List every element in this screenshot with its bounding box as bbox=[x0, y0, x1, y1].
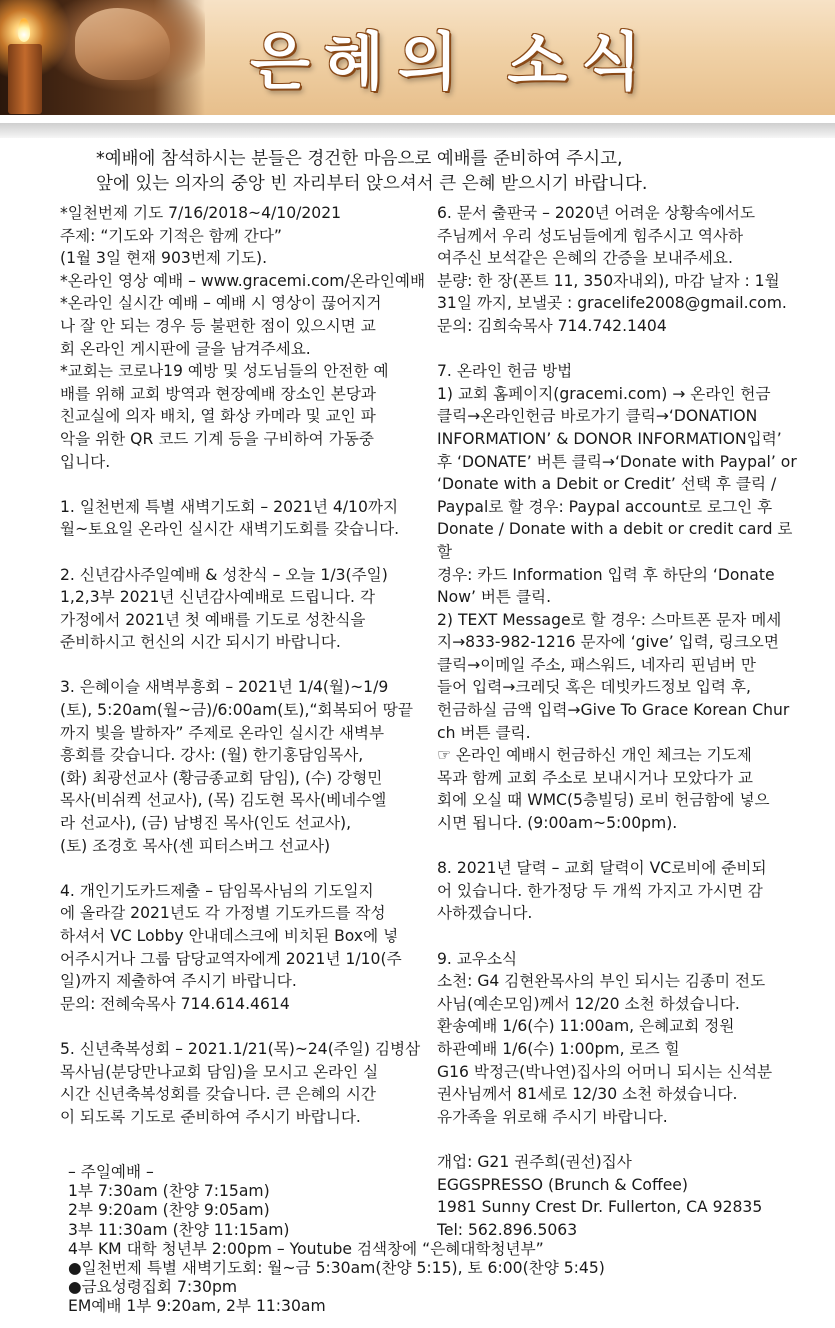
praying-hands-image bbox=[75, 8, 170, 80]
worship-schedule: – 주일예배 – 1부 7:30am (찬양 7:15am) 2부 9:20am (찬양 9:05am) 3부 11:30am (찬양 11:15am) 4부 KM 대학 청년부 2:00pm – Youtube 검색창에 “은혜대학청년부” ●일천번제 특별 새벽기도회: 월~금 5:30am(찬양 5:15), 토 6:00(찬양 5:45) ●금요성령집회 7:30pm EM예배 1부 9:20am, 2부 11:30am bbox=[68, 1163, 605, 1316]
notice-item-9: 9. 교우소식 소천: G4 김현완목사의 부인 되시는 김종미 전도 사님(예손모임)께서 12/20 소천 하셨습니다. 환송예배 1/6(수) 11:00am, 은혜교회 정원 하관예배 1/6(수) 1:00pm, 로즈 힐 G16 박정근(박나연)집사의 어머니 되시는 신석분 권사님께서 81세로 12/30 소천 하셨습니다. 유가족을 위로해 주시기 바랍니다. bbox=[437, 949, 773, 1126]
intro-notice: *예배에 참석하시는 분들은 경건한 마음으로 예배를 준비하여 주시고, 앞에 있는 의자의 중앙 빈 자리부터 앉으셔서 큰 은혜 받으시기 바랍니다. bbox=[96, 149, 648, 194]
notice-item-1: 1. 일천번제 특별 새벽기도회 – 2021년 4/10까지 월~토요일 온라인 실시간 새벽기도회를 갖습니다. bbox=[60, 497, 400, 539]
page-title: 은혜의 소식 bbox=[250, 25, 656, 98]
notice-item-6: 6. 문서 출판국 – 2020년 어려운 상황속에서도 주님께서 우리 성도님들에게 힘주시고 역사하 여주신 보석같은 은혜의 간증을 보내주세요. 분량: 한 장(폰트 11, 350자내외), 마감 날자 : 1월 31일 까지, 보낼곳 : gracelife2008@gmail.com. 문의: 김희숙목사 714.742.1404 bbox=[437, 204, 787, 335]
notice-item-3: 3. 은혜이슬 새벽부흥회 – 2021년 1/4(월)~1/9 (토), 5:20am(월~금)/6:00am(토),“회복되어 땅끝 까지 빛을 발하자” 주제로 온라인 실시간 새벽부 흥회를 갖습니다. 강사: (월) 한기홍담임목사, (화) 최광선교사 (황금종교회 담임), (수) 강형민 목사(비쉬켁 선교사), (목) 김도현 목사(베네수엘 라 선교사), (금) 남병진 목사(인도 선교사), (토) 조경호 목사(센 피터스버그 선교사) bbox=[60, 678, 413, 855]
notice-item-5: 5. 신년축복성회 – 2021.1/21(목)~24(주일) 김병삼 목사님(분당만나교회 담임)을 모시고 온라인 실 시간 신년축복성회를 갖습니다. 큰 은혜의 시간 이 되도록 기도로 준비하여 주시기 바랍니다. bbox=[60, 1039, 421, 1126]
left-column bbox=[60, 202, 432, 1128]
notice-item-2: 2. 신년감사주일예배 & 성찬식 – 오늘 1/3(주일) 1,2,3부 2021년 신년감사예배로 드립니다. 각 가정에서 2021년 첫 예배를 기도로 성찬식을 준비하시고 헌신의 시간 되시기 바랍니다. bbox=[60, 565, 388, 652]
notice-item-7: 7. 온라인 헌금 방법 1) 교회 홈페이지(gracemi.com) → 온라인 헌금 클릭→온라인헌금 바로가기 클릭→‘DONATION INFORMATION’ & DONOR INFORMATION입력’ 후 ‘DONATE’ 버튼 클릭→‘Donate with Paypal’ or ‘Donate with a Debit or Credit’ 선택 후 클릭 / Paypal로 할 경우: Paypal account로 로그인 후 Donate / Donate with a debit or credit card 로 할 경우: 카드 Information 입력 후 하단의 ‘Donate Now’ 버튼 클릭. 2) TEXT Message로 할 경우: 스마트폰 문자 메세 지→833-982-1216 문자에 ‘give’ 입력, 링크오면 클릭→이메일 주소, 패스워드, 네자리 핀넘버 만 들어 입력→크레딧 혹은 데빗카드정보 입력 후, 헌금하실 금액 입력→Give To Grace Korean Chur ch 버튼 클릭. ☞ 온라인 예배시 헌금하신 개인 체크는 기도제 목과 함께 교회 주소로 보내시거나 모았다가 교 회에 오실 때 WMC(5층빌딩) 로비 헌금함에 넣으 시면 됩니다. (9:00am~5:00pm). bbox=[437, 362, 797, 833]
candle-icon bbox=[8, 44, 42, 114]
business-opening-notice: 개업: G21 권주희(권선)집사 EGGSPRESSO (Brunch & Coffee) 1981 Sunny Crest Dr. Fullerton, CA 92835 Tel: 562.896.5063 bbox=[437, 1152, 763, 1239]
candle-flame-icon bbox=[18, 18, 30, 42]
right-column bbox=[437, 202, 805, 1241]
notice-item-4: 4. 개인기도카드제출 – 담임목사님의 기도일지 에 올라갈 2021년도 각 가정별 기도카드를 작성 하셔서 VC Lobby 안내데스크에 비치된 Box에 넣 어주시거나 그룹 담당교역자에게 2021년 1/10(주 일)까지 제출하여 주시기 바랍니다. 문의: 전혜숙목사 714.614.4614 bbox=[60, 881, 402, 1013]
header-banner bbox=[0, 0, 835, 115]
notice-general: *일천번제 기도 7/16/2018~4/10/2021 주제: “기도와 기적은 함께 간다” (1월 3일 현재 903번제 기도). *온라인 영상 예배 – www.gracemi.com/온라인예배 *온라인 실시간 예배 – 예배 시 영상이 끊어지거 나 잘 안 되는 경우 등 불편한 점이 있으시면 교 회 온라인 게시판에 글을 남겨주세요. *교회는 코로나19 예방 및 성도님들의 안전한 예 배를 위해 교회 방역과 현장예배 장소인 본당과 친교실에 의자 배치, 열 화상 카메라 및 교인 파 악을 위한 QR 코드 기계 등을 구비하여 가동중 입니다. bbox=[60, 204, 426, 471]
header-divider bbox=[0, 123, 835, 138]
prayer-candle-photo bbox=[0, 0, 205, 115]
notice-item-8: 8. 2021년 달력 – 교회 달력이 VC로비에 준비되 어 있습니다. 한가정당 두 개씩 가지고 가시면 감 사하겠습니다. bbox=[437, 859, 767, 923]
